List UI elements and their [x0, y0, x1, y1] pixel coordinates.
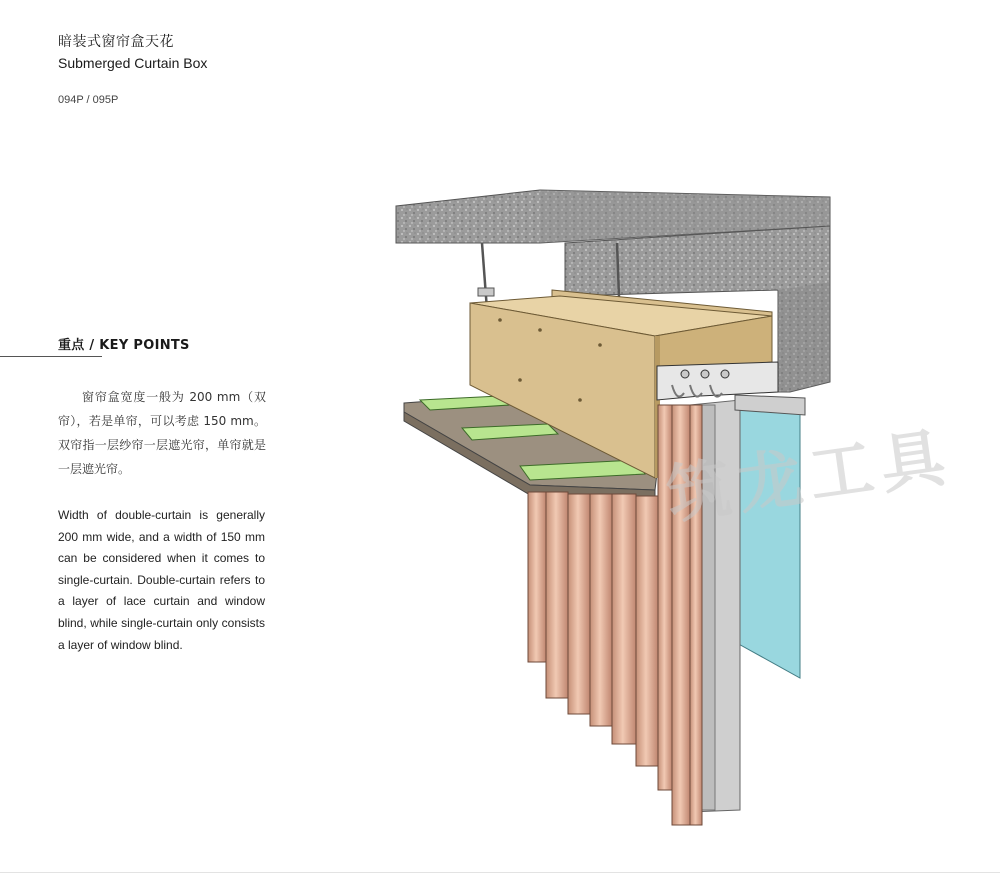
page-numbers: 094P / 095P: [58, 94, 119, 106]
curtain-track: [657, 362, 778, 400]
page-title-en: Submerged Curtain Box: [58, 55, 208, 71]
key-points-body-en: Width of double-curtain is generally 200 mm wide, and a width of 150 mm can be considered when it comes to single-curtain. Double-curtain refers to a layer of lace curtain and window blind, while single-curtain only consists a layer of window blind.: [58, 508, 265, 652]
watermark: 筑龙工具: [662, 420, 958, 534]
page-title-cn: 暗装式窗帘盒天花: [58, 34, 174, 50]
bottom-rule: [0, 872, 1000, 873]
key-points-body-cn: 窗帘盒宽度一般为 200 mm（双帘），若是单帘，可以考虑 150 mm。双帘指一层纱帘一层遮光帘，单帘就是一层遮光帘。: [58, 390, 266, 476]
key-points-heading: 重点 / KEY POINTS: [58, 338, 190, 353]
key-points-divider: [0, 356, 102, 357]
